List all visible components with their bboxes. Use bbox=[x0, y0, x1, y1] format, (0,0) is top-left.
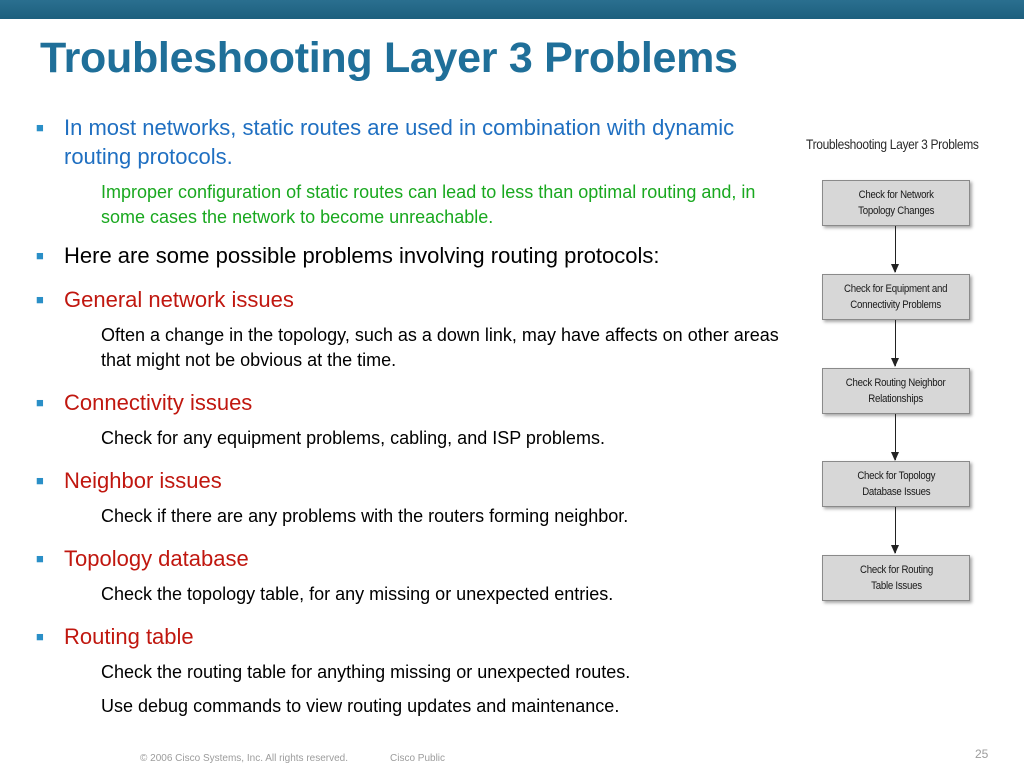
flow-arrow-icon bbox=[895, 507, 896, 553]
flowchart-step-label: Check for Equipment and Connectivity Problems bbox=[844, 283, 948, 311]
bullet-text: Topology database bbox=[64, 546, 249, 571]
flowchart-step bbox=[822, 555, 970, 601]
sub-bullet-text: Check the routing table for anything missing or unexpected routes. bbox=[101, 662, 631, 682]
sub-bullet-text: Often a change in the topology, such as a down link, may have affects on other areas that might not be obvious at the time. bbox=[101, 325, 779, 370]
square-bullet-icon: ■ bbox=[36, 629, 44, 644]
flow-arrow-icon bbox=[895, 320, 896, 366]
bullet-content bbox=[36, 113, 796, 719]
flow-arrow-icon bbox=[895, 226, 896, 272]
footer-classification: Cisco Public bbox=[390, 753, 446, 764]
flowchart-step bbox=[822, 180, 970, 226]
sub-bullet-text: Check the topology table, for any missing or unexpected entries. bbox=[101, 584, 614, 604]
bullet-item bbox=[36, 113, 796, 171]
flowchart-step bbox=[822, 368, 970, 414]
footer-copyright: © 2006 Cisco Systems, Inc. All rights reserved. bbox=[140, 753, 349, 764]
bullet-text: In most networks, static routes are used in combination with dynamic routing protocols. bbox=[64, 115, 735, 169]
sub-bullet-text: Check if there are any problems with the routers forming neighbor. bbox=[101, 506, 629, 526]
flowchart-title: Troubleshooting Layer 3 Problems bbox=[806, 136, 979, 152]
bullet-item bbox=[36, 466, 796, 495]
flowchart-step bbox=[822, 461, 970, 507]
square-bullet-icon: ■ bbox=[36, 120, 44, 135]
flowchart-step-label: Check for Routing Table Issues bbox=[859, 564, 933, 592]
flowchart-step-label: Check for Topology Database Issues bbox=[857, 470, 935, 498]
bullet-text: General network issues bbox=[64, 287, 294, 312]
square-bullet-icon: ■ bbox=[36, 473, 44, 488]
sub-bullet-text: Improper configuration of static routes can lead to less than optimal routing and, in some cases the network to become unreachable. bbox=[101, 182, 756, 227]
square-bullet-icon: ■ bbox=[36, 395, 44, 410]
flow-arrow-icon bbox=[895, 414, 896, 460]
square-bullet-icon: ■ bbox=[36, 551, 44, 566]
bullet-item bbox=[36, 622, 796, 651]
bullet-item bbox=[36, 544, 796, 573]
bullet-text: Connectivity issues bbox=[64, 390, 253, 415]
slide-title: Troubleshooting Layer 3 Problems bbox=[40, 34, 738, 82]
bullet-item bbox=[36, 285, 796, 314]
bullet-text: Routing table bbox=[64, 624, 194, 649]
bullet-item bbox=[36, 241, 796, 270]
square-bullet-icon: ■ bbox=[36, 248, 44, 263]
bullet-item bbox=[36, 388, 796, 417]
flowchart-step bbox=[822, 274, 970, 320]
sub-bullet-text: Use debug commands to view routing updates and maintenance. bbox=[101, 696, 620, 716]
top-banner-bar bbox=[0, 0, 1024, 19]
square-bullet-icon: ■ bbox=[36, 292, 44, 307]
page-number: 25 bbox=[975, 747, 989, 761]
sub-bullet-text: Check for any equipment problems, cabling, and ISP problems. bbox=[101, 428, 605, 448]
bullet-text: Neighbor issues bbox=[64, 468, 222, 493]
troubleshooting-flowchart bbox=[800, 132, 1000, 612]
flowchart-step-label: Check Routing Neighbor Relationships bbox=[846, 377, 946, 405]
bullet-text: Here are some possible problems involving routing protocols: bbox=[64, 243, 660, 268]
flowchart-step-label: Check for Network Topology Changes bbox=[858, 189, 934, 217]
